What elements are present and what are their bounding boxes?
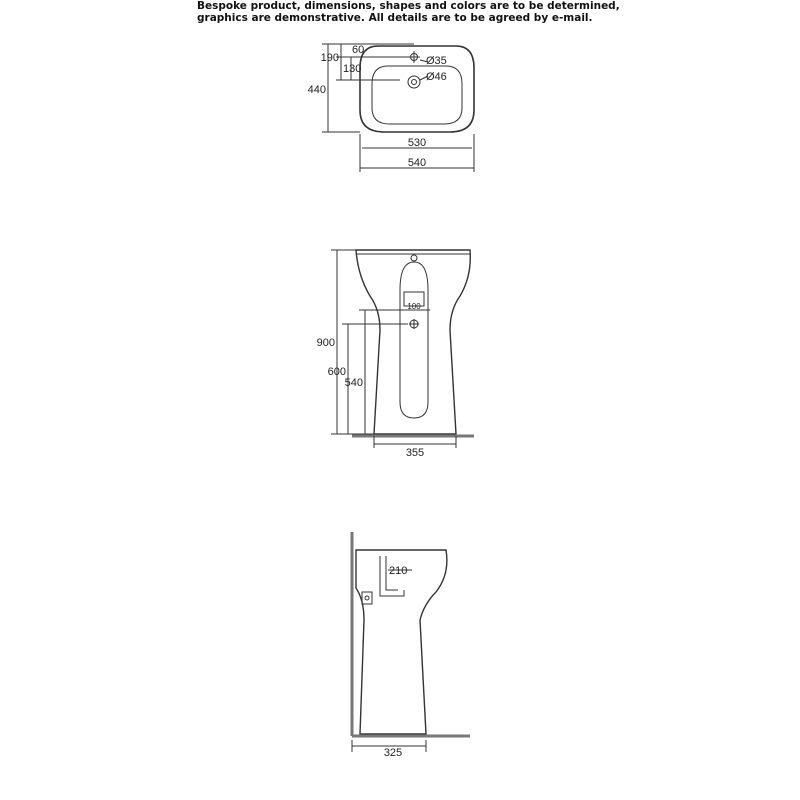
basin-bowl-inner bbox=[372, 66, 462, 124]
waste-hole-inner bbox=[412, 80, 417, 85]
dim-label-325: 325 bbox=[383, 747, 403, 759]
waste-hole bbox=[408, 76, 420, 88]
dim-label-d35: Ø35 bbox=[426, 55, 447, 67]
dim-label-190: 190 bbox=[320, 52, 339, 64]
dim-label-130: 130 bbox=[343, 63, 362, 75]
dim-label-540: 540 bbox=[407, 157, 427, 169]
dim-label-600: 600 bbox=[327, 366, 346, 378]
disclaimer-line-2: graphics are demonstrative. All details are to be agreed by e-mail. bbox=[197, 12, 593, 24]
front-dimension-lines bbox=[331, 250, 456, 448]
dim-label-440: 440 bbox=[307, 84, 326, 96]
dim-label-530: 530 bbox=[407, 137, 427, 149]
dim-label-60: 60 bbox=[352, 44, 365, 56]
dim-label-540-front: 540 bbox=[344, 377, 363, 389]
dim-label-210: 210 bbox=[389, 565, 408, 577]
side-wall-fixing bbox=[365, 596, 369, 600]
front-tap-hole bbox=[411, 255, 417, 261]
pedestal-opening bbox=[400, 262, 428, 418]
side-view bbox=[352, 532, 447, 736]
disclaimer-line-1: Bespoke product, dimensions, shapes and colors are to be determined, bbox=[197, 0, 620, 12]
side-silhouette bbox=[356, 550, 447, 734]
dim-label-900: 900 bbox=[316, 337, 335, 349]
dim-label-d46: Ø46 bbox=[426, 71, 447, 83]
dim-label-100: 100 bbox=[407, 302, 421, 311]
front-view bbox=[356, 250, 470, 434]
dim-label-355: 355 bbox=[405, 447, 425, 459]
side-wall-bracket bbox=[362, 592, 372, 604]
front-silhouette bbox=[356, 250, 470, 434]
